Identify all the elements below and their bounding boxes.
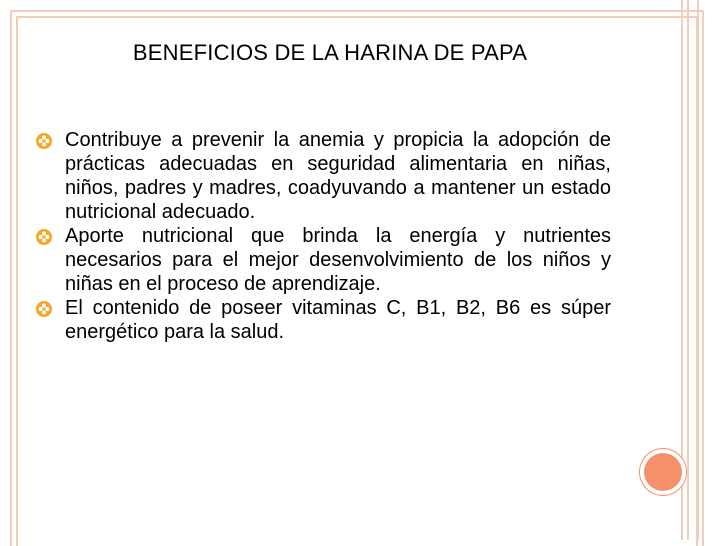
list-item bbox=[36, 128, 611, 224]
decorative-circle bbox=[640, 449, 686, 495]
flower-bullet-icon bbox=[36, 301, 52, 317]
slide-title: BENEFICIOS DE LA HARINA DE PAPA bbox=[132, 40, 528, 65]
bullet-text: Contribuye a prevenir la anemia y propicia la adopción de prácticas adecuadas en seguridad alimentaria en niñas, niños, padres y madres, coadyuvando a mantener un estado nutricional adecuado. bbox=[65, 129, 611, 223]
decorative-rail-line bbox=[687, 0, 689, 540]
list-item bbox=[36, 224, 611, 296]
bullet-text: Aporte nutricional que brinda la energía y nutrientes necesarios para el mejor desenvolvimiento de los niños y niñas en el proceso de aprendizaje. bbox=[65, 225, 611, 295]
bullet-text: El contenido de poseer vitaminas C, B1, B2, B6 es súper energético para la salud. bbox=[65, 297, 611, 343]
decorative-rail-line bbox=[697, 0, 699, 540]
list-item bbox=[36, 296, 611, 344]
flower-bullet-icon bbox=[36, 229, 52, 245]
flower-bullet-icon bbox=[36, 133, 52, 149]
bullet-list bbox=[36, 128, 611, 344]
